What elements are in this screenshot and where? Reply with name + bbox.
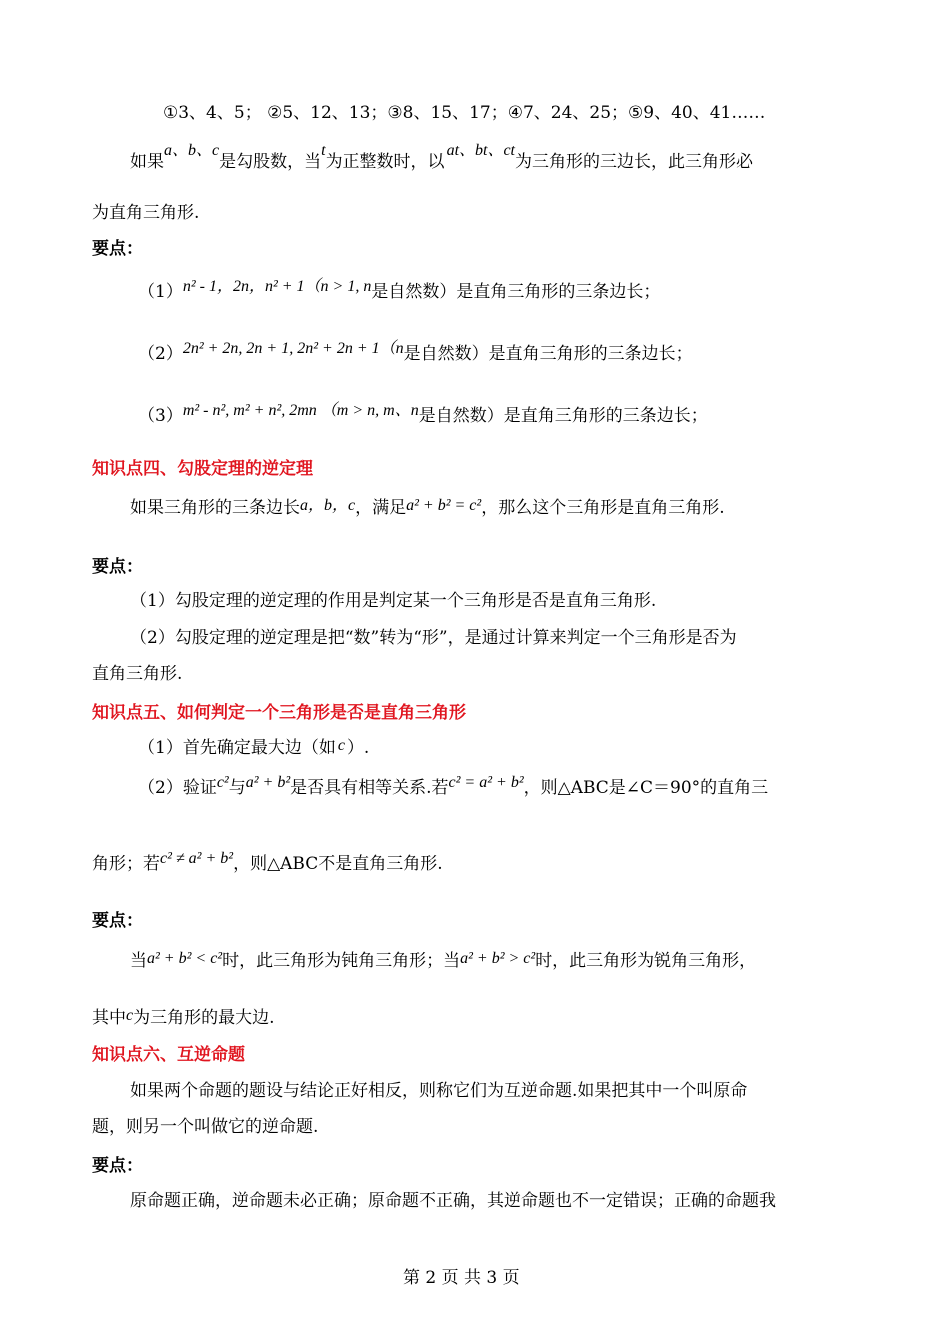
paragraph-line: [130, 626, 737, 650]
formula-math: n² - 1，2n，n² + 1（n > 1, n: [182, 278, 372, 295]
math-inequality: a² + b² < c²: [147, 950, 223, 967]
text-span: （1）: [138, 282, 183, 302]
text-span: 时，此三角形为锐角三角形，: [535, 951, 757, 971]
text-span: （1）首先确定最大边（如: [138, 738, 336, 758]
text-span: 知识点五、如何判定一个三角形是否是直角三角形: [92, 703, 466, 723]
paragraph-line-3: [92, 201, 199, 225]
paragraph-line-2: [130, 142, 754, 175]
text-span: 为直角三角形.: [92, 203, 200, 223]
text-span: （2）验证: [138, 778, 217, 798]
formula-math: m² - n², m² + n², 2mn （m > n, m、n: [182, 402, 419, 419]
text-span: ，满足: [355, 498, 407, 518]
text-span: ）.: [346, 738, 370, 758]
paragraph-line: [138, 736, 369, 761]
paragraph-line: [130, 949, 756, 974]
text-span: ，则△ABC不是直角三角形.: [233, 854, 443, 874]
section-heading-5: [92, 701, 466, 725]
paragraph-line: [92, 852, 443, 877]
paragraph-line: [130, 589, 656, 613]
math-equation: a² + b² = c²: [406, 497, 482, 514]
formula-item-1: [138, 280, 660, 305]
text-span: 原命题正确，逆命题未必正确；原命题不正确，其逆命题也不一定错误；正确的命题我: [130, 1191, 776, 1211]
paragraph-line: [92, 1006, 275, 1031]
key-points-label: [92, 909, 143, 933]
key-points-label: [92, 237, 143, 261]
paragraph-line: [138, 776, 768, 801]
text-span: 要点：: [92, 557, 143, 577]
text-span: （2）: [138, 344, 183, 364]
math-inequality: c² ≠ a² + b²: [160, 850, 234, 867]
math-abc: a、b、c: [164, 142, 220, 159]
math-c: c: [126, 1007, 134, 1024]
paragraph-line: [130, 1189, 776, 1213]
formula-math: 2n² + 2n, 2n + 1, 2n² + 2n + 1（n: [182, 340, 404, 357]
text-span: （1）勾股定理的逆定理的作用是判定某一个三角形是否是直角三角形.: [130, 591, 657, 611]
text-span: 与: [228, 778, 246, 798]
text-span: 是自然数）是直角三角形的三条边长；: [371, 282, 661, 302]
text-span: 为三角形的三边长，此三角形必: [515, 152, 754, 172]
math-c2: c²: [216, 774, 229, 791]
math-t: t: [321, 142, 326, 159]
paragraph-line: [130, 1079, 747, 1103]
section-heading-4: [92, 457, 313, 481]
text-span: 是勾股数，当: [219, 152, 322, 172]
key-points-label: [92, 1154, 143, 1178]
text-span: ，则△ABC是∠C＝90°的直角三: [523, 778, 769, 798]
text-span: 如果三角形的三条边长: [130, 498, 300, 518]
text-span: 要点：: [92, 1156, 143, 1176]
text-span: 题，则另一个叫做它的逆命题.: [92, 1117, 319, 1137]
text-span: 是自然数）是直角三角形的三条边长；: [403, 344, 693, 364]
text-span: 要点：: [92, 239, 143, 259]
text-span: 为三角形的最大边.: [133, 1008, 275, 1028]
page-footer: [403, 1266, 520, 1290]
text-span: 是自然数）是直角三角形的三条边长；: [418, 406, 708, 426]
triples-text: ①3、4、5； ②5、12、13；③8、15、17；④7、24、25；⑤9、40、41……: [163, 103, 766, 123]
text-span: 时，此三角形为钝角三角形；当: [222, 951, 461, 971]
formula-item-2: [138, 342, 693, 367]
pythagorean-triples-list: [163, 101, 765, 125]
math-at-bt-ct: at、bt、ct: [446, 142, 516, 159]
page-number: 第 2 页 共 3 页: [403, 1268, 520, 1288]
paragraph-line: [92, 1115, 318, 1139]
section-heading-6: [92, 1043, 245, 1067]
key-points-label: [92, 555, 143, 579]
text-span: ，那么这个三角形是直角三角形.: [481, 498, 725, 518]
text-span: 当: [130, 951, 147, 971]
math-c: c: [337, 737, 345, 754]
text-span: （2）勾股定理的逆定理是把“数”转为“形”，是通过计算来判定一个三角形是否为: [130, 628, 737, 648]
text-span: 是否具有相等关系.若: [290, 778, 449, 798]
formula-item-3: [138, 404, 708, 429]
text-span: 如果两个命题的题设与结论正好相反，则称它们为互逆命题.如果把其中一个叫原命: [130, 1081, 748, 1101]
math-a2b2: a² + b²: [245, 774, 291, 791]
math-abc: a，b，c: [300, 497, 356, 514]
math-equation: c² = a² + b²: [448, 774, 524, 791]
paragraph-line: [92, 662, 182, 686]
paragraph-converse-theorem: [130, 496, 725, 521]
text-span: 如果: [130, 152, 164, 172]
text-span: （3）: [138, 406, 183, 426]
math-inequality: a² + b² > c²: [460, 950, 536, 967]
text-span: 知识点四、勾股定理的逆定理: [92, 459, 313, 479]
text-span: 直角三角形.: [92, 664, 183, 684]
text-span: 其中: [92, 1008, 126, 1028]
text-span: 知识点六、互逆命题: [92, 1045, 245, 1065]
text-span: 要点：: [92, 911, 143, 931]
text-span: 角形；若: [92, 854, 160, 874]
text-span: 为正整数时，以: [325, 152, 445, 172]
